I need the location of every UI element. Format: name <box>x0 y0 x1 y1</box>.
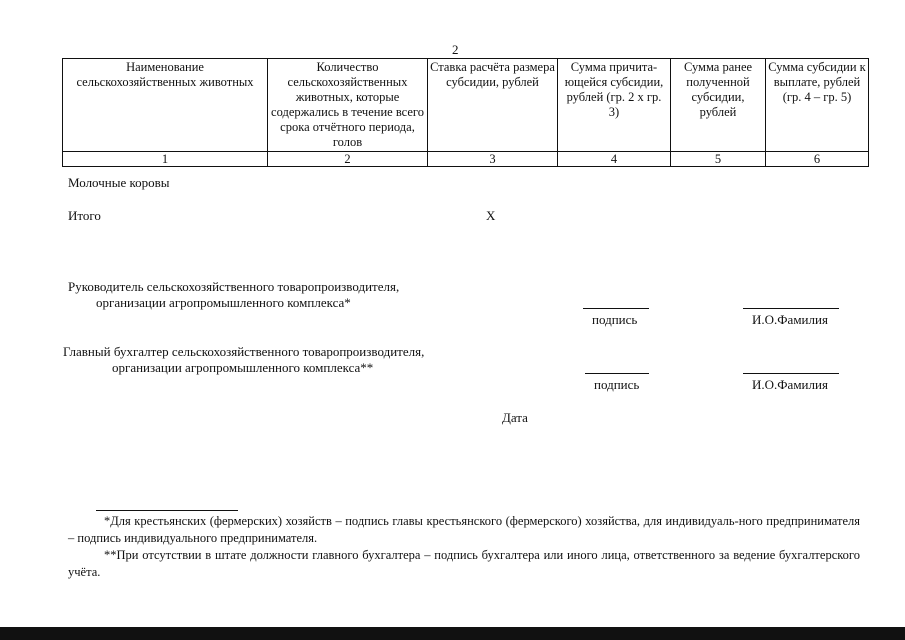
accountant-signature-line <box>585 373 649 374</box>
head-name-line <box>743 308 839 309</box>
header-cell-rate: Ставка расчёта размера субсидии, рублей <box>428 59 558 152</box>
accountant-title-line2: организации агропромышленного комплекса** <box>112 360 374 375</box>
page-number: 2 <box>452 42 459 57</box>
header-cell-count: Количество сельскохозяйственных животных, которые содержались в течение всего срока отчётного периода, голов <box>268 59 428 152</box>
table-header-row <box>63 59 869 152</box>
footnote-separator <box>96 510 238 511</box>
accountant-title-line1: Главный бухгалтер сельскохозяйственного товаропроизводителя, <box>63 344 425 359</box>
header-cell-payable: Сумма субсидии к выплате, рублей (гр. 4 – гр. 5) <box>766 59 869 152</box>
accountant-name-label: И.О.Фамилия <box>752 377 828 392</box>
row-total-mark: Х <box>486 208 496 223</box>
scan-bottom-edge <box>0 627 905 640</box>
header-cell-received: Сумма ранее полученной субсидии, рублей <box>671 59 766 152</box>
head-signature-label: подпись <box>592 312 638 327</box>
footnote-1: *Для крестьянских (фермерских) хозяйств – подпись главы крестьянского (фермерского) хозяйства, для индивидуаль-ного предпринимателя – подпись индивидуального предпринимателя. <box>68 514 860 545</box>
column-number: 4 <box>558 152 671 167</box>
head-name-label: И.О.Фамилия <box>752 312 828 327</box>
row-total-label: Итого <box>68 208 101 223</box>
column-number: 2 <box>268 152 428 167</box>
accountant-signature-label: подпись <box>594 377 640 392</box>
header-cell-animals: Наименование сельскохозяйственных животных <box>63 59 268 152</box>
subsidy-table <box>62 58 869 167</box>
row-dairy-cows: Молочные коровы <box>68 175 170 190</box>
footnote-2: **При отсутствии в штате должности главного бухгалтера – подпись бухгалтера или иного лица, ответственного за ведение бухгалтерского учёта. <box>68 548 860 579</box>
column-number: 3 <box>428 152 558 167</box>
head-signature-line <box>583 308 649 309</box>
head-title-line1: Руководитель сельскохозяйственного товаропроизводителя, <box>68 279 400 294</box>
accountant-name-line <box>743 373 839 374</box>
column-number-row <box>63 152 869 167</box>
column-number: 5 <box>671 152 766 167</box>
column-number: 1 <box>63 152 268 167</box>
column-number: 6 <box>766 152 869 167</box>
head-title-line2: организации агропромышленного комплекса* <box>96 295 351 310</box>
header-cell-due: Сумма причита-ющейся субсидии, рублей (гр. 2 х гр. 3) <box>558 59 671 152</box>
date-label: Дата <box>502 410 528 425</box>
